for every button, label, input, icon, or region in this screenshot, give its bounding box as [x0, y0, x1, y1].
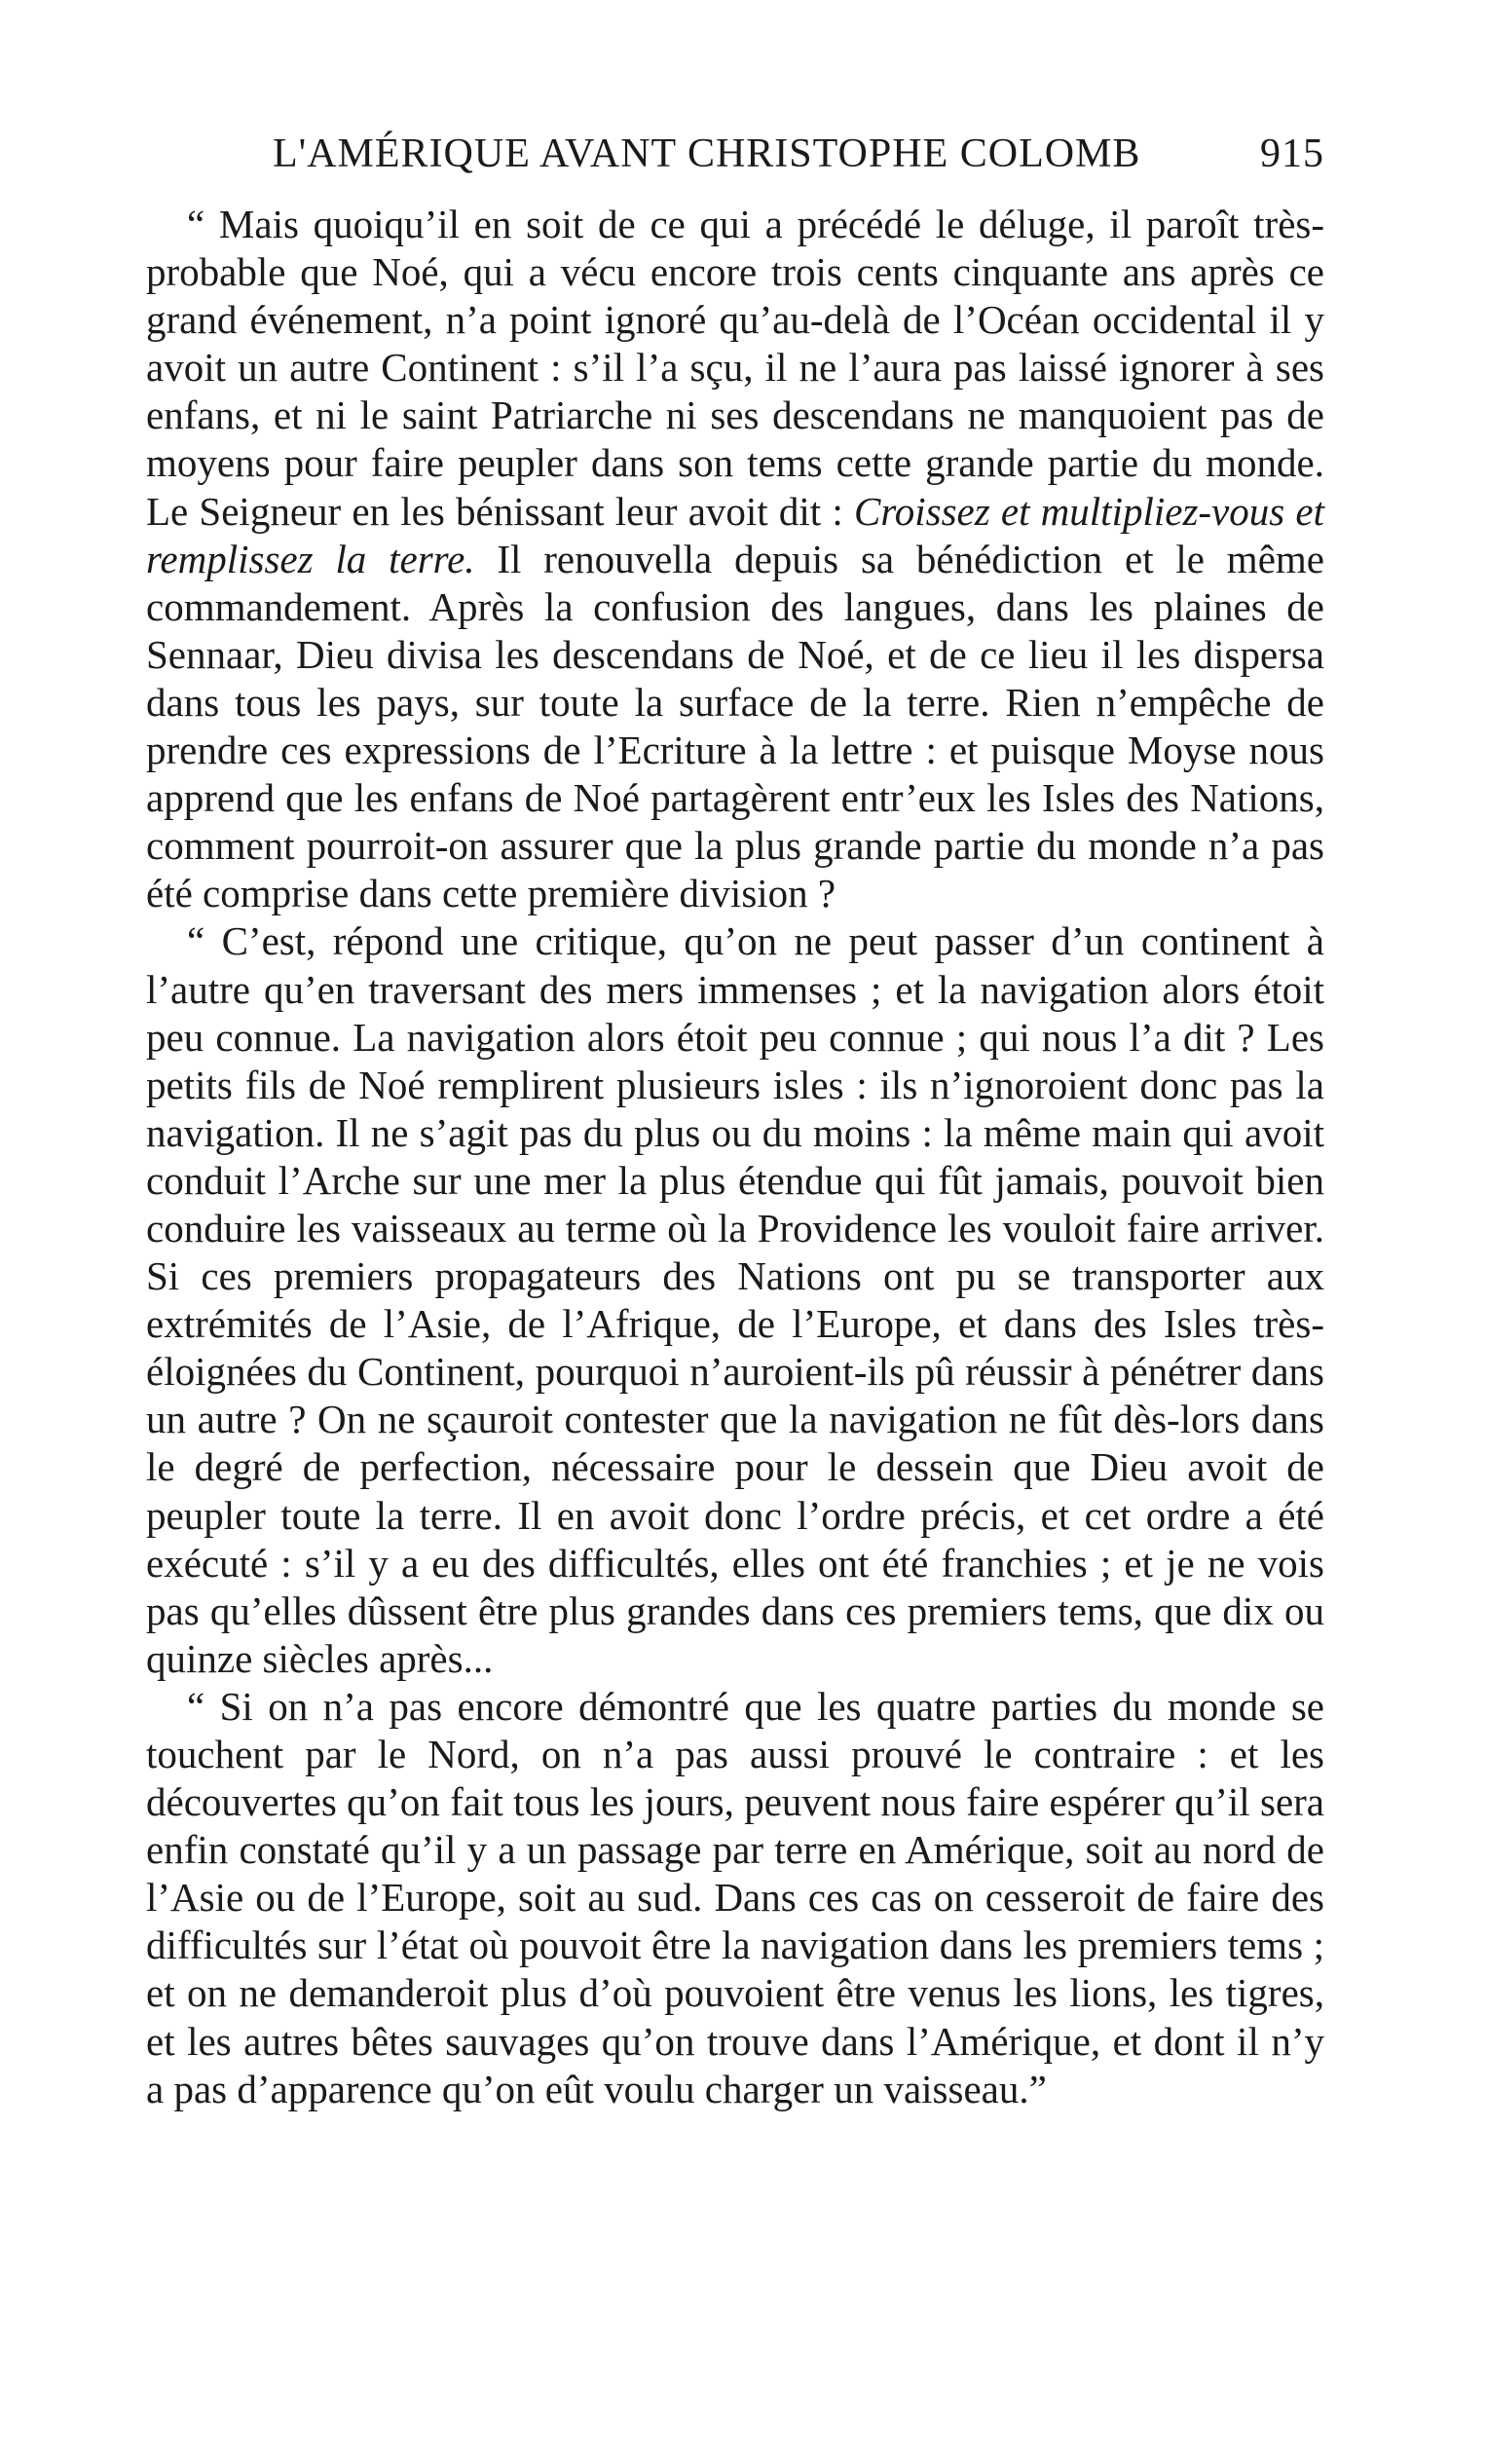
paragraph-3: “ Si on n’a pas encore démontré que les quatre parties du monde se touchent par le Nord, on n’a pas aussi prouvé le contraire : et les découvertes qu’on fait tous les jours, peuvent nous faire espérer qu’il sera enfin constaté qu’il y a un passage par terre en Amérique, soit au nord de l’Asie ou de l’Europe, soit au sud. Dans ces cas on cesseroit de faire des difficultés sur l’état où pouvoit être la navigation dans les premiers tems ; et on ne demanderoit plus d’où pouvoient être venus les lions, les tigres, et les autres bêtes sauvages qu’on trouve dans l’Amérique, et dont il n’y a pas d’apparence qu’on eût voulu charger un vaisseau.”	[146, 1683, 1324, 2111]
running-title: L'AMÉRIQUE AVANT CHRISTOPHE COLOMB	[273, 131, 1141, 176]
paragraph-1	[146, 201, 1324, 917]
paragraph-2: “ C’est, répond une critique, qu’on ne peut passer d’un continent à l’autre qu’en traversant des mers immenses ; et la navigation alors étoit peu connue. La navigation alors étoit peu connue ; qui nous l’a dit ? Les petits fils de Noé remplirent plusieurs isles : ils n’ignoroient donc pas la navigation. Il ne s’agit pas du plus ou du moins : la même main qui avoit conduit l’Arche sur une mer la plus étendue qui fût jamais, pouvoit bien conduire les vaisseaux au terme où la Providence les vouloit faire arriver. Si ces premiers propagateurs des Nations ont pu se transporter aux extrémités de l’Asie, de l’Afrique, de l’Europe, et dans des Isles très-éloignées du Continent, pourquoi n’auroient-ils pû réussir à pénétrer dans un autre ? On ne sçauroit contester que la navigation ne fût dès-lors dans le degré de perfection, nécessaire pour le dessein que Dieu avoit de peupler toute la terre. Il en avoit donc l’ordre précis, et cet ordre a été exécuté : s’il y a eu des difficultés, elles ont été franchies ; et je ne vois pas qu’elles dûssent être plus grandes dans ces premiers tems, que dix ou quinze siècles après...	[146, 918, 1324, 1681]
book-page	[146, 117, 1324, 2113]
page-number: 915	[1260, 131, 1324, 176]
paragraph-1-text-before: “ Mais quoiqu’il en soit de ce qui a précédé le déluge, il paroît très-probable que Noé, qui a vécu encore trois cents cinquante ans après ce grand événement, n’a point ignoré qu’au-delà de l’Océan occidental il y avoit un autre Continent : s’il l’a sçu, il ne l’aura pas laissé ignorer à ses enfans, et ni le saint Patriarche ni ses descendans ne manquoient pas de moyens pour faire peupler dans son tems cette grande partie du monde. Le Seigneur en les bénissant leur avoit dit :	[146, 202, 1324, 534]
body-text	[146, 201, 1324, 2113]
page-header	[146, 117, 1324, 195]
paragraph-1-text-after: Il renouvella depuis sa bénédiction et le même commandement. Après la confusion des langues, dans les plaines de Sennaar, Dieu divisa les descendans de Noé, et de ce lieu il les dispersa dans tous les pays, sur toute la surface de la terre. Rien n’empêche de prendre ces expressions de l’Ecriture à la lettre : et puisque Moyse nous apprend que les enfans de Noé partagèrent entr’eux les Isles des Nations, comment pourroit-on assurer que la plus grande partie du monde n’a pas été comprise dans cette première division ?	[146, 536, 1324, 916]
scripture-quote: Croissez et multipliez-vous et remplissez la terre.	[146, 488, 1324, 581]
